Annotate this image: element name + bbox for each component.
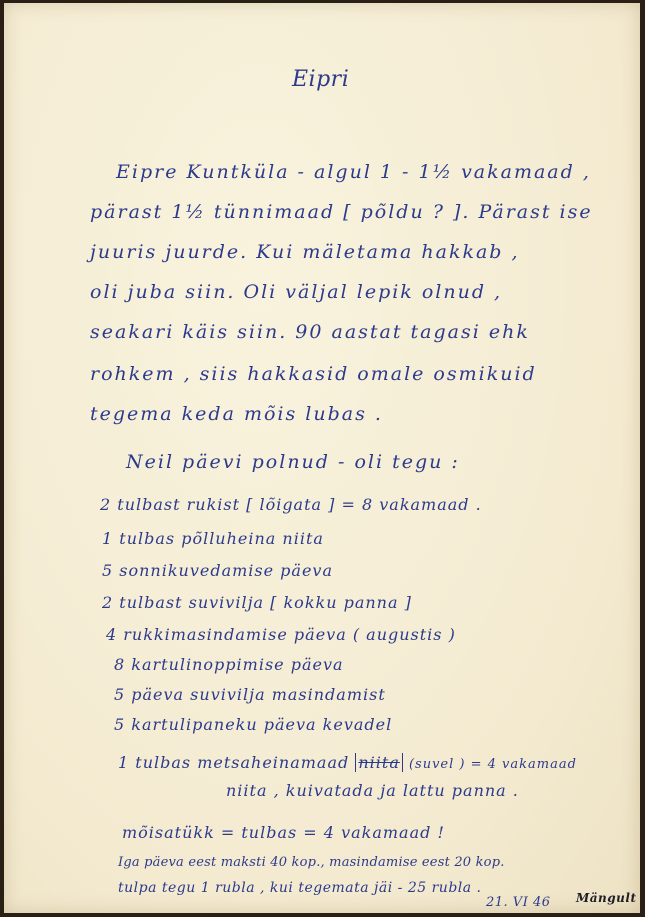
list-item: 2 tulbast suvivilja [ kokku panna ] (102, 593, 412, 612)
item-suffix: (suvel ) = 4 vakamaad (408, 757, 577, 772)
list-item-continuation: niita , kuivatada ja lattu panna . (226, 781, 519, 800)
list-item: 5 sonnikuvedamise päeva (102, 561, 334, 580)
paragraph-line: pärast 1½ tünnimaad [ põldu ? ]. Pärast ise (90, 201, 593, 223)
paragraph-line: tegema keda mõis lubas . (90, 403, 383, 425)
date-note: 21. VI 46 (486, 895, 551, 910)
signature: Mängult (576, 891, 637, 905)
list-item: 2 tulbast rukist [ lõigata ] = 8 vakamaad . (100, 495, 482, 514)
footer-line: tulpa tegu 1 rubla , kui tegemata jäi - 25 rubla . (118, 880, 482, 896)
list-intro: Neil päevi polnud - oli tegu : (126, 451, 460, 473)
manuscript-page (4, 3, 640, 913)
page-title: Eipri (292, 67, 350, 92)
paragraph-line: Eipre Kuntküla - algul 1 - 1½ vakamaad , (116, 161, 591, 183)
paragraph-line: seakari käis siin. 90 aastat tagasi ehk (90, 321, 530, 343)
footer-line: Iga päeva eest maksti 40 kop., masindamise eest 20 kop. (118, 855, 505, 870)
item-prefix: 1 tulbas metsaheinamaad (118, 753, 350, 772)
footer-line: mõisatükk = tulbas = 4 vakamaad ! (122, 823, 445, 842)
list-item: 1 tulbas põlluheina niita (102, 529, 324, 548)
list-item: 5 kartulipaneku päeva kevadel (114, 715, 393, 734)
list-item (118, 755, 577, 771)
struck-word: niita (355, 753, 403, 772)
paragraph-line: juuris juurde. Kui mäletama hakkab , (90, 241, 520, 263)
list-item: 5 päeva suvivilja masindamist (114, 685, 386, 704)
paragraph-line: oli juba siin. Oli väljal lepik olnud , (90, 281, 503, 303)
paragraph-line: rohkem , siis hakkasid omale osmikuid (90, 363, 537, 385)
list-item: 4 rukkimasindamise päeva ( augustis ) (106, 625, 456, 644)
list-item: 8 kartulinoppimise päeva (114, 655, 344, 674)
